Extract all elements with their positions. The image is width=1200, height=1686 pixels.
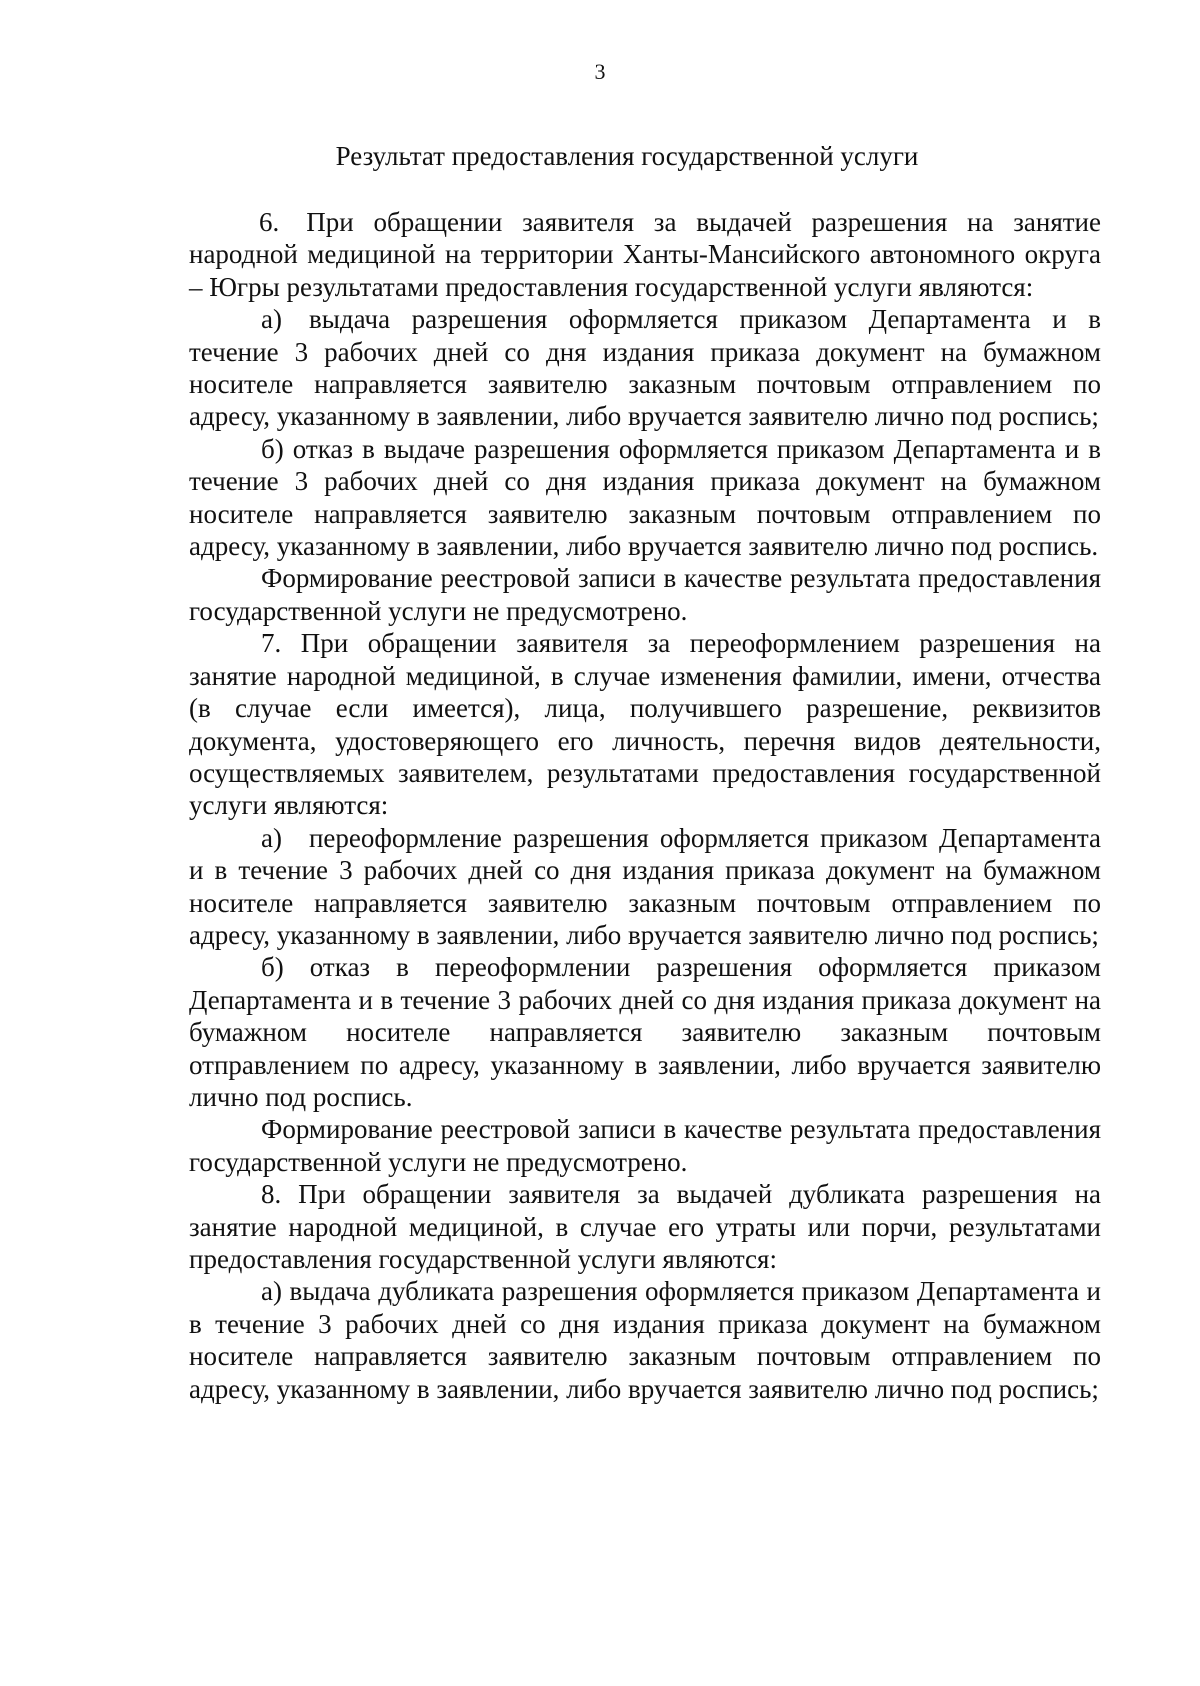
- section-title: Результат предоставления государственной услуги: [335, 141, 919, 171]
- paragraph-8: 8. При обращении заявителя за выдачей дубликата разрешения на занятие народной медициной, в случае его утраты или порчи, результатами предоставления государственной услуги являются:: [189, 1179, 1101, 1274]
- paragraph-6-registry-note: Формирование реестровой записи в качестве результата предоставления государственной услуги не предусмотрено.: [189, 563, 1101, 626]
- paragraph-8-item-a: а) выдача дубликата разрешения оформляется приказом Департамента и в течение 3 рабочих дней со дня издания приказа документ на бумажном носителе направляется заявителю заказным почтовым отправлением по адресу, указанному в заявлении, либо вручается заявителю лично под роспись;: [189, 1276, 1101, 1404]
- paragraph-6-item-a: а) выдача разрешения оформляется приказом Департамента и в течение 3 рабочих дней со дня издания приказа документ на бумажном носителе направляется заявителю заказным почтовым отправлением по адресу, указанному в заявлении, либо вручается заявителю лично под роспись;: [189, 304, 1101, 432]
- document-body: [189, 206, 1101, 1405]
- page-number: 3: [594, 59, 606, 84]
- paragraph-6-item-b: б) отказ в выдаче разрешения оформляется приказом Департамента и в течение 3 рабочих дней со дня издания приказа документ на бумажном носителе направляется заявителю заказным почтовым отправлением по адресу, указанному в заявлении, либо вручается заявителю лично под роспись.: [189, 433, 1101, 562]
- paragraph-7: 7. При обращении заявителя за переоформлением разрешения на занятие народной медициной, в случае изменения фамилии, имени, отчества (в случае если имеется), лица, получившего разрешение, реквизитов документа, удостоверяющего его личность, перечня видов деятельности, осуществляемых заявителем, результатами предоставления государственной услуги являются:: [189, 628, 1101, 821]
- paragraph-7-registry-note: Формирование реестровой записи в качестве результата предоставления государственной услуги не предусмотрено.: [189, 1114, 1101, 1177]
- paragraph-7-item-b: б) отказ в переоформлении разрешения оформляется приказом Департамента и в течение 3 рабочих дней со дня издания приказа документ на бумажном носителе направляется заявителю заказным почтовым отправлением по адресу, указанному в заявлении, либо вручается заявителю лично под роспись.: [189, 952, 1101, 1112]
- paragraph-6: 6. При обращении заявителя за выдачей разрешения на занятие народной медициной на территории Ханты-Мансийского автономного округа – Югры результатами предоставления государственной услуги являются:: [189, 207, 1101, 302]
- paragraph-7-item-a: а) переоформление разрешения оформляется приказом Департамента и в течение 3 рабочих дней со дня издания приказа документ на бумажном носителе направляется заявителю заказным почтовым отправлением по адресу, указанному в заявлении, либо вручается заявителю лично под роспись;: [189, 822, 1101, 950]
